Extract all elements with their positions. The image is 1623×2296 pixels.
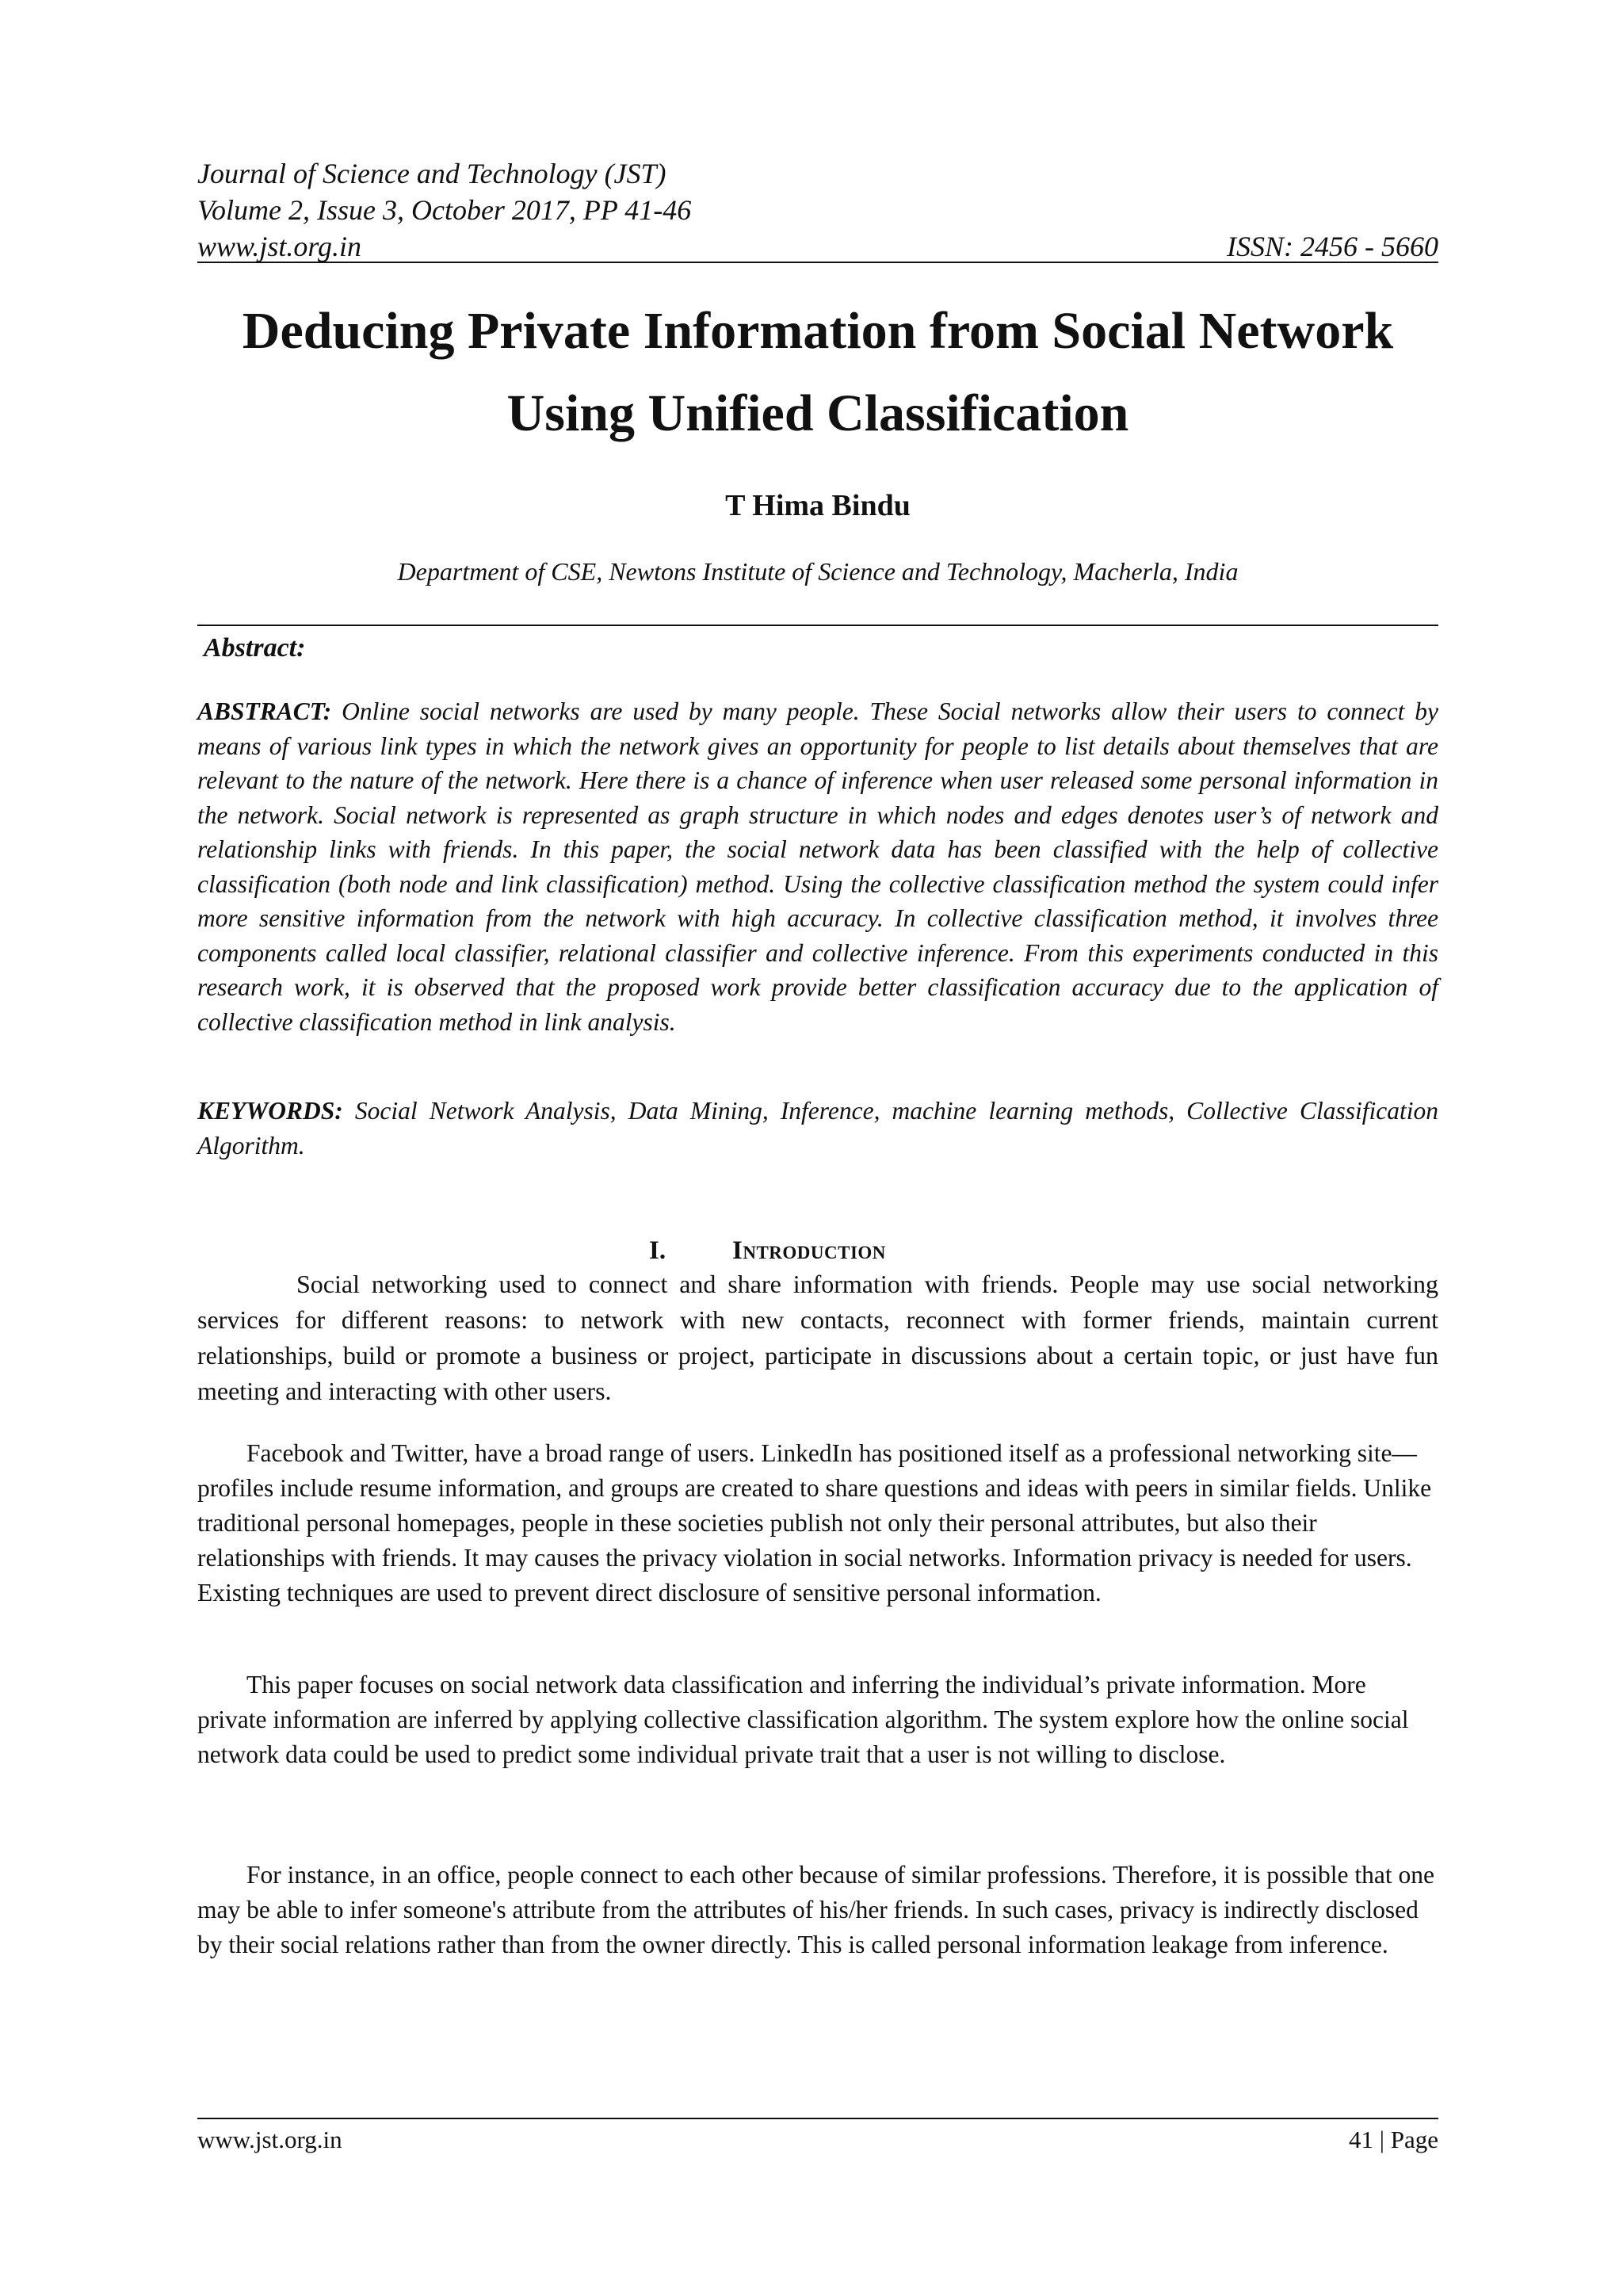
- keywords-lead: KEYWORDS:: [197, 1097, 343, 1125]
- paragraph: This paper focuses on social network data classification and inferring the individual’s private information. More private information are inferred by applying collective classification algorithm. The system explore how the online social network data could be used to predict some individual private trait that a user is not willing to disclose.: [197, 1671, 1409, 1768]
- journal-header: [197, 155, 1438, 265]
- abstract-heading: Abstract:: [204, 633, 306, 663]
- abstract-body: [197, 694, 1438, 1039]
- page-footer: [197, 2124, 1438, 2156]
- journal-website: www.jst.org.in: [197, 231, 362, 262]
- title-line-2: Using Unified Classification: [506, 384, 1129, 442]
- paragraph: Social networking used to connect and share information with friends. People may use social networking services for different reasons: to network with new contacts, reconnect with former friends, maintain current relationships, build or promote a business or project, participate in discussions about a certain topic, or just have fun meeting and interacting with other users.: [197, 1270, 1438, 1405]
- journal-volume: Volume 2, Issue 3, October 2017, PP 41-46: [197, 194, 692, 226]
- title-line-1: Deducing Private Information from Social Network: [242, 302, 1394, 360]
- footer-divider: [197, 2118, 1438, 2119]
- keywords: [197, 1094, 1438, 1163]
- paper-page: [197, 0, 1438, 2296]
- paragraph: Facebook and Twitter, have a broad range of users. LinkedIn has positioned itself as a professional networking site— profiles include resume information, and groups are created to share questions and ideas with peers in similar fields. Unlike traditional personal homepages, people in these societies publish not only their personal attributes, but also their relationships with friends. It may causes the privacy violation in social networks. Information privacy is needed for users. Existing techniques are used to prevent direct disclosure of sensitive personal information.: [197, 1439, 1432, 1606]
- author-affiliation: Department of CSE, Newtons Institute of Science and Technology, Macherla, India: [397, 557, 1239, 586]
- paper-title: [197, 290, 1438, 455]
- section-number: I.: [649, 1236, 666, 1265]
- author-name: T Hima Bindu: [725, 489, 911, 522]
- paragraph: For instance, in an office, people connect to each other because of similar professions. Therefore, it is possible that one may be able to infer someone's attribute from the attributes of his/her friends. In such cases, privacy is indirectly disclosed by their social relations rather than from the owner directly. This is called personal information leakage from inference.: [197, 1861, 1434, 1958]
- journal-issn: ISSN: 2456 - 5660: [1227, 231, 1438, 262]
- footer-website: www.jst.org.in: [197, 2126, 342, 2153]
- abstract-lead: ABSTRACT:: [197, 697, 332, 725]
- abstract-divider: [197, 625, 1438, 626]
- header-divider: [197, 262, 1438, 263]
- page-number: 41 | Page: [1349, 2126, 1438, 2153]
- abstract-text: Online social networks are used by many people. These Social networks allow their users to connect by means of various link types in which the network gives an opportunity for people to list details about themselves that are relevant to the nature of the network. Here there is a chance of inference when user released some personal information in the network. Social network is represented as graph structure in which nodes and edges denotes user’s of network and relationship links with friends. In this paper, the social network data has been classified with the help of collective classification (both node and link classification) method. Using the collective classification method the system could infer more sensitive information from the network with high accuracy. In collective classification method, it involves three components called local classifier, relational classifier and collective inference. From this experiments conducted in this research work, it is observed that the proposed work provide better classification accuracy due to the application of collective classification method in link analysis.: [197, 697, 1438, 1036]
- section-title: Introduction: [732, 1236, 886, 1265]
- keywords-text: Social Network Analysis, Data Mining, Inference, machine learning methods, Collective Classification Algorithm.: [197, 1097, 1438, 1159]
- journal-name: Journal of Science and Technology (JST): [197, 158, 666, 189]
